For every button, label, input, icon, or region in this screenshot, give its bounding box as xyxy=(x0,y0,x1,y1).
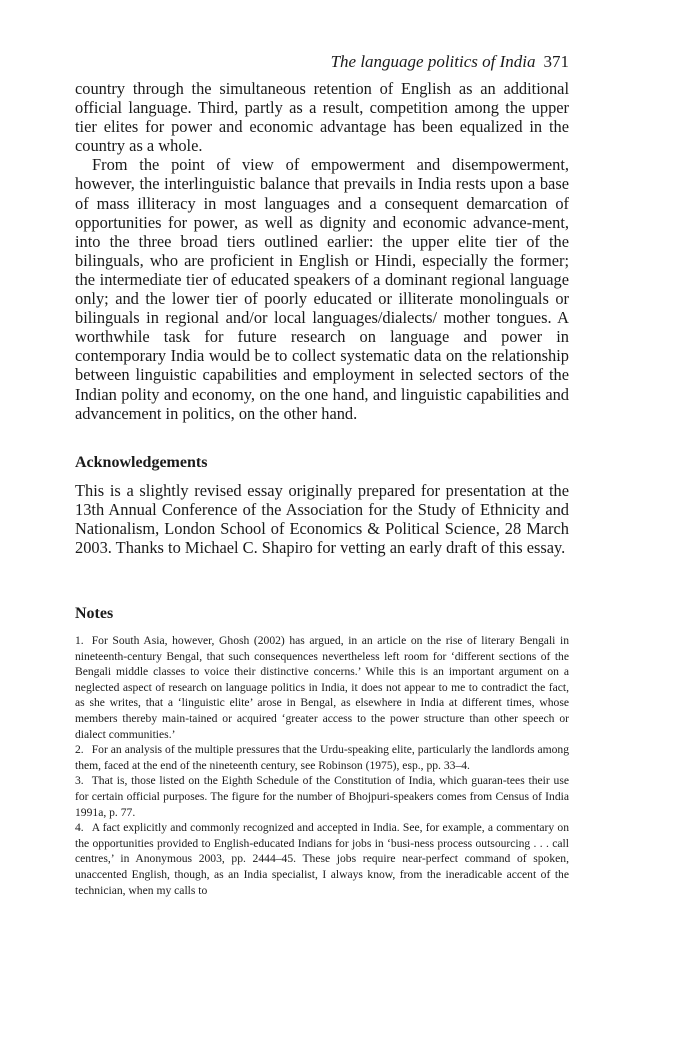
note-item xyxy=(75,773,569,820)
note-item xyxy=(75,820,569,898)
note-text: A fact explicitly and commonly recognized and accepted in India. See, for example, a commentary on the opportunities provided to English-educated Indians for jobs in ‘busi-ness process outsourcing . . . call centres,’ in Anonymous 2003, pp. 2444–45. These jobs require near-perfect command of spoken, unaccented English, though, as an India specialist, I always know, from the ineradicable accent of the technician, when my calls to xyxy=(75,821,569,897)
note-number: 4. xyxy=(75,821,84,835)
running-head xyxy=(331,52,569,72)
note-number: 2. xyxy=(75,743,84,757)
note-item xyxy=(75,633,569,742)
acknowledgements-paragraph: This is a slightly revised essay originally prepared for presentation at the 13th Annual Conference of the Association for the Study of Ethnicity and Nationalism, London School of Economics & Political Science, 28 March 2003. Thanks to Michael C. Shapiro for vetting an early draft of this essay. xyxy=(75,481,569,558)
acknowledgements-heading: Acknowledgements xyxy=(75,454,208,471)
notes-list xyxy=(75,633,569,898)
body-paragraph: From the point of view of empowerment and disempowerment, however, the interlinguistic balance that prevails in India rests upon a base of mass illiteracy in most languages and a consequent demarcation of opportunities for power, as well as dignity and economic advance-ment, into the three broad tiers outlined earlier: the upper elite tier of the bilinguals, who are proficient in English or Hindi, especially the former; the intermediate tier of educated speakers of a dominant regional language only; and the lower tier of poorly educated or illiterate monolinguals or bilinguals in regional and/or local languages/dialects/ mother tongues. A worthwhile task for future research on language and power in contemporary India would be to collect systematic data on the relationship between linguistic capabilities and employment in selected sectors of the Indian polity and economy, on the one hand, and linguistic capabilities and advancement in politics, on the other hand. xyxy=(75,155,569,423)
note-number: 3. xyxy=(75,774,84,788)
note-number: 1. xyxy=(75,634,84,647)
note-text: That is, those listed on the Eighth Schedule of the Constitution of India, which guaran-tees their use for certain official purposes. The figure for the number of Bhojpuri-speakers comes from Census of India 1991a, p. 77. xyxy=(75,774,569,819)
page-number: 371 xyxy=(543,52,569,71)
body-text xyxy=(75,79,569,423)
note-text: For South Asia, however, Ghosh (2002) has argued, in an article on the rise of literary Bengali in nineteenth-century Bengal, that such consequences nevertheless left room for ‘different sections of the Bengali middle classes to voice their distinctive concerns.’ While this is an important argument on a neglected aspect of research on language politics in India, it does not appear to me to contradict the fact, as she writes, that a ‘linguistic elite’ arose in Bengal, as elsewhere in India at different times, whose members thereby main-tained or acquired ‘greater access to the power structure than other speech or dialect communities.’ xyxy=(75,634,569,741)
note-text: For an analysis of the multiple pressures that the Urdu-speaking elite, particularly the landlords among them, faced at the end of the nineteenth century, see Robinson (1975), esp., pp. 33–4. xyxy=(75,743,569,772)
note-item xyxy=(75,742,569,773)
running-head-title: The language politics of India xyxy=(330,52,536,71)
notes-heading: Notes xyxy=(75,605,114,622)
acknowledgements-text xyxy=(75,481,569,557)
body-paragraph: country through the simultaneous retention of English as an additional official language. Third, partly as a result, competition among the upper tier elites for power and economic advantage has been equalized in the country as a whole. xyxy=(75,79,569,156)
